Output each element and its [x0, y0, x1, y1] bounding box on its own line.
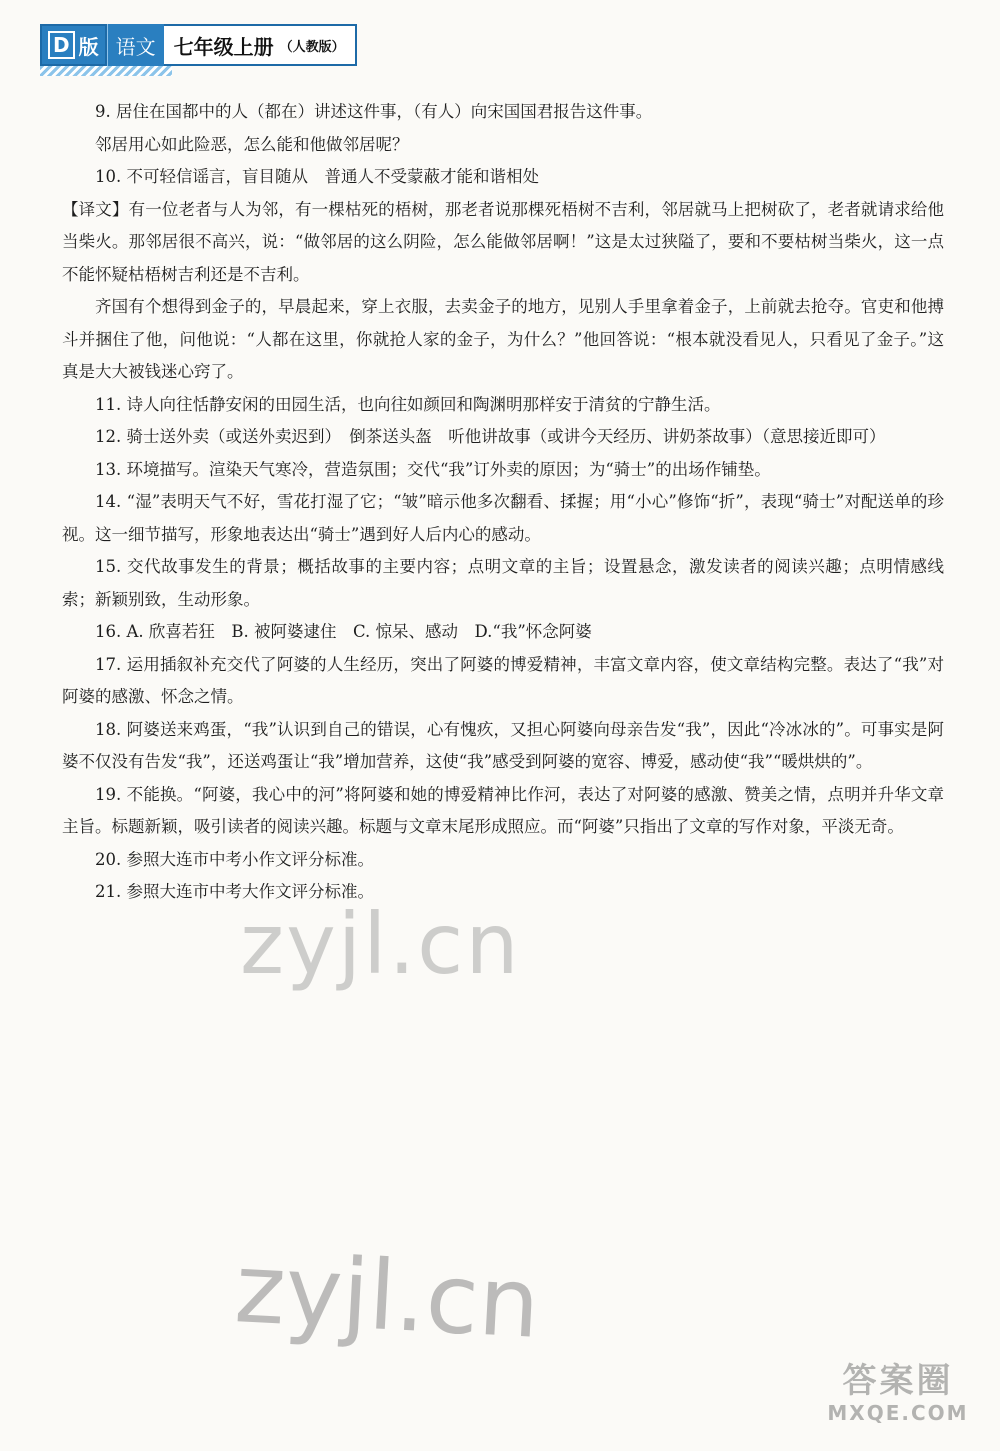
- answer-paragraph: 16. A. 欣喜若狂 B. 被阿婆逮住 C. 惊呆、感动 D.“我”怀念阿婆: [95, 622, 592, 641]
- watermark-mid: zyjl.cn: [240, 895, 521, 993]
- header-stripe-decoration: [40, 66, 172, 76]
- answer-paragraph: 18. 阿婆送来鸡蛋，“我”认识到自己的错误，心有愧疚，又担心阿婆向母亲告发“我”，因此“冷冰冰的”。可事实是阿婆不仅没有告发“我”，还送鸡蛋让“我”增加营养，这使“我”感受到阿婆的宽容、博爱，感动使“我”“暖烘烘的”。: [62, 719, 944, 771]
- edition-char: 版: [78, 34, 99, 59]
- site-logo: [814, 1361, 982, 1437]
- answer-paragraph: 15. 交代故事发生的背景；概括故事的主要内容；点明文章的主旨；设置悬念，激发读者的阅读兴趣；点明情感线索；新颖别致，生动形象。: [62, 557, 944, 609]
- answer-paragraph: 齐国有个想得到金子的，早晨起来，穿上衣服，去卖金子的地方，见别人手里拿着金子，上前就去抢夺。官吏和他搏斗并捆住了他，问他说：“人都在这里，你就抢人家的金子，为什么？”他回答说：“根本就没看见人，只看见了金子。”这真是大大被钱迷心窍了。: [62, 297, 944, 381]
- edition-badge: [40, 24, 107, 66]
- answer-paragraph: 9. 居住在国都中的人（都在）讲述这件事，（有人）向宋国国君报告这件事。: [95, 102, 653, 121]
- answer-paragraph: 21. 参照大连市中考大作文评分标准。: [95, 882, 374, 901]
- answer-paragraph: 【译文】有一位老者与人为邻，有一棵枯死的梧树，那老者说那棵死梧树不吉利，邻居就马上把树砍了，老者就请求给他当柴火。那邻居很不高兴，说：“做邻居的这么阴险，怎么能做邻居啊！”这是太过狭隘了，要和不要枯树当柴火，这一点不能怀疑枯梧树吉利还是不吉利。: [62, 199, 944, 284]
- answer-paragraph: 13. 环境描写。渲染天气寒冷，营造氛围；交代“我”订外卖的原因；为“骑士”的出场作铺垫。: [95, 459, 771, 479]
- answer-content: [62, 96, 944, 909]
- answer-paragraph: 12. 骑士送外卖（或送外卖迟到） 倒茶送头盔 听他讲故事（或讲今天经历、讲奶茶故事）（意思接近即可）: [95, 427, 886, 446]
- watermark-bottom: zyjl.cn: [232, 1232, 543, 1360]
- answer-paragraph: 19. 不能换。“阿婆，我心中的河”将阿婆和她的博爱精神比作河，表达了对阿婆的感激、赞美之情，点明并升华文章主旨。标题新颖，吸引读者的阅读兴趣。标题与文章末尾形成照应。而“阿婆”只指出了文章的写作对象，平淡无奇。: [62, 784, 944, 836]
- edition-letter: D: [48, 31, 75, 59]
- answer-paragraph: 14. “湿”表明天气不好，雪花打湿了它；“皱”暗示他多次翻看、揉握；用“小心”修饰“折”，表现“骑士”对配送单的珍视。这一细节描写，形象地表达出“骑士”遇到好人后内心的感动。: [62, 492, 944, 544]
- answer-paragraph: 17. 运用插叙补充交代了阿婆的人生经历，突出了阿婆的博爱精神，丰富文章内容，使文章结构完整。表达了“我”对阿婆的感激、怀念之情。: [62, 654, 944, 706]
- subject-label: 语文: [107, 24, 164, 66]
- answer-paragraph: 11. 诗人向往恬静安闲的田园生活，也向往如颜回和陶渊明那样安于清贫的宁静生活。: [95, 394, 721, 414]
- answer-paragraph: 10. 不可轻信谣言，盲目随从 普通人不受蒙蔽才能和谐相处: [95, 167, 539, 186]
- book-edition: （人教版）: [279, 39, 345, 55]
- logo-sub-text: MXQE.COM: [827, 1401, 969, 1425]
- page-header: [40, 24, 357, 66]
- answer-paragraph: 邻居用心如此险恶，怎么能和他做邻居呢？: [95, 134, 409, 154]
- answer-paragraph: 20. 参照大连市中考小作文评分标准。: [95, 849, 374, 869]
- logo-main-text: 答案圈: [842, 1361, 954, 1401]
- book-title: 七年级上册: [173, 34, 274, 59]
- book-title-box: [164, 24, 357, 66]
